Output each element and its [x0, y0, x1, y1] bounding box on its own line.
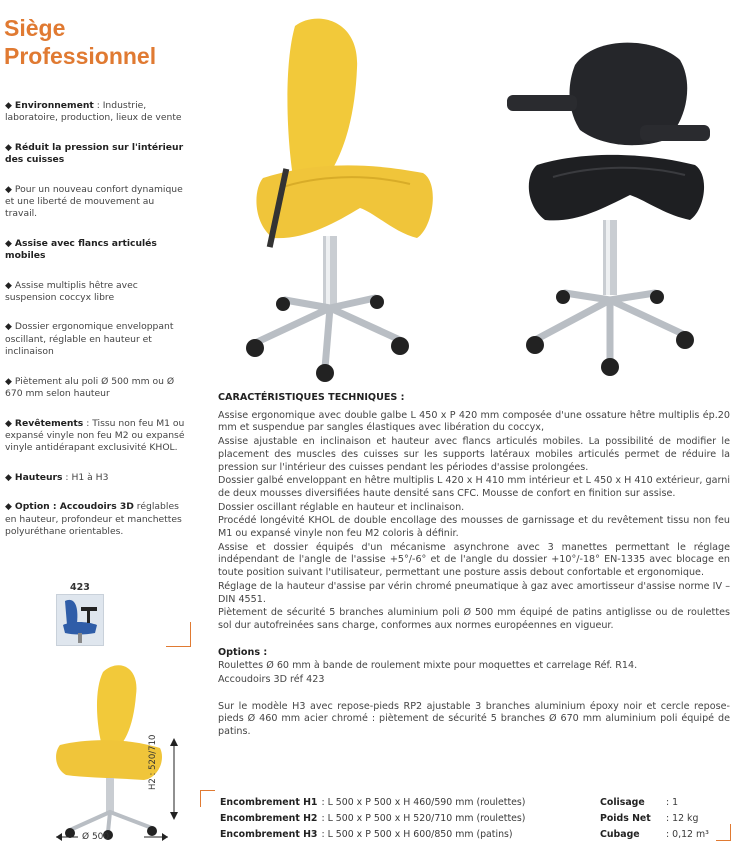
diamond-bullet-icon: ◆: [5, 184, 12, 195]
h3-note: Sur le modèle H3 avec repose-pieds RP2 ajustable 3 branches aluminium époxy noir et cercle repose-pieds Ø 460 mm acier chromé : piètement de sécurité 5 branches Ø 670 mm aluminium poli équipé de patins.: [218, 700, 730, 738]
feature-bold: Option : Accoudoirs 3D: [14, 501, 134, 513]
feature-item: [5, 321, 185, 358]
feature-bold: Réduit la pression sur l'intérieur des cuisses: [5, 141, 184, 166]
table-row: [600, 811, 713, 827]
spec-paragraph: Réglage de la hauteur d'assise par vérin chromé pneumatique à gaz avec amortisseur d'assise norme IV –DIN 4551.: [218, 580, 730, 605]
table-row: [220, 811, 529, 827]
feature-bold: Revêtements: [14, 417, 84, 429]
spec-paragraph: Piètement de sécurité 5 branches aluminium poli Ø 500 mm équipé de patins antiglisse ou de roulettes sol dur autofreinées sans charge, conformes aux normes européennes en vigueur.: [218, 607, 730, 631]
feature-item: [5, 376, 185, 401]
feature-item: [5, 418, 185, 455]
accessory-ref-label: 423: [70, 582, 90, 593]
feature-item: [5, 501, 185, 538]
spec-paragraph: Procédé longévité KHOL de double encollage des mousses de garnissage et du revêtement tissu non feu M1 ou expansé vinyle non feu M2 coloris à définir.: [218, 515, 730, 540]
feature-text: : H1 à H3: [62, 471, 109, 483]
packing-value: : 1: [666, 797, 679, 808]
diamond-bullet-icon: ◆: [5, 418, 12, 429]
spec-paragraph: Dossier oscillant réglable en hauteur et inclinaison.: [218, 501, 465, 513]
specs-title: CARACTÉRISTIQUES TECHNIQUES :: [218, 392, 405, 403]
dimension-label: Encombrement H1: [220, 797, 318, 808]
spec-paragraph: Assise ajustable en inclinaison et hauteur avec flancs articulés mobiles. La possibilité de modifier le placement des muscles des cuisses sur les supports latéraux mobiles articulés permet de réduire la pression sur l'intérieur des cuisses pendant les périodes d'assise prolongées.: [218, 436, 730, 473]
spec-paragraph: Assise ergonomique avec double galbe L 450 x P 420 mm composée d'une ossature hêtre multiplis ép.20 mm et suspendue par sangles élastiques avec libération du coccyx,: [218, 409, 730, 434]
dimension-value: : L 500 x P 500 x H 600/850 mm (patins): [321, 829, 513, 840]
armrest-thumbnail-image: [56, 594, 104, 646]
diamond-bullet-icon: ◆: [5, 376, 12, 387]
table-row: [220, 795, 529, 811]
options-title: Options :: [218, 646, 268, 658]
packing-value: : 12 kg: [666, 813, 699, 824]
dimension-label: Encombrement H3: [220, 829, 318, 840]
feature-text: réglables en hauteur, profondeur et manchettes polyuréthane orientables.: [5, 501, 182, 537]
option-item: Accoudoirs 3D réf 423: [218, 674, 325, 686]
feature-item: [5, 142, 185, 167]
spec-paragraph: Dossier galbé enveloppant en hêtre multiplis L 420 x H 410 mm intérieur et L 450 x H 410 extérieur, garni de deux mousses diversifiées haute densité sans CFC. Mousse de confort en finition sur assise.: [218, 475, 730, 499]
packing-label: Colisage: [600, 797, 645, 808]
diamond-bullet-icon: ◆: [5, 502, 12, 513]
option-item: Roulettes Ø 60 mm à bande de roulement mixte pour moquettes et carrelage Réf. R14.: [218, 660, 638, 672]
packing-value: : 0,12 m³: [666, 829, 709, 840]
height-dimension-label: H2 : 520/710: [148, 734, 158, 790]
diamond-bullet-icon: ◆: [5, 472, 12, 483]
corner-bracket-decoration: [200, 790, 215, 807]
title-line-1: Siège: [4, 15, 66, 41]
width-dimension-label: Ø 500: [82, 832, 110, 842]
diamond-bullet-icon: ◆: [5, 142, 12, 153]
diamond-bullet-icon: ◆: [5, 322, 12, 333]
corner-bracket-decoration: [716, 824, 731, 841]
dimension-value: : L 500 x P 500 x H 520/710 mm (roulettes): [321, 813, 526, 824]
title-line-2: Professionnel: [4, 43, 157, 69]
technical-specs: [218, 392, 730, 740]
packing-label: Poids Net: [600, 813, 651, 824]
dimensions-table: [220, 795, 529, 843]
feature-item: [5, 280, 185, 305]
feature-item: [5, 472, 185, 484]
feature-text: : Tissu non feu M1 ou expansé vinyle non feu M2 ou expansé vinyle antidérapant exclusivité KHOL.: [5, 417, 185, 454]
diamond-bullet-icon: ◆: [5, 280, 12, 291]
packing-table: [600, 795, 713, 843]
table-row: [600, 795, 713, 811]
feature-item: [5, 100, 185, 125]
table-row: [220, 827, 529, 843]
corner-bracket-decoration: [166, 622, 191, 647]
dimension-value: : L 500 x P 500 x H 460/590 mm (roulettes): [321, 797, 526, 808]
packing-label: Cubage: [600, 829, 640, 840]
yellow-chair-image: [225, 8, 435, 386]
diamond-bullet-icon: ◆: [5, 101, 12, 111]
feature-bold: Environnement: [14, 100, 94, 111]
spec-paragraph: Assise et dossier équipés d'un mécanisme asynchrone avec 3 manettes permettant le réglage indépendant de l'angle de l'assise +5°/-6° et de l'angle du dossier +10°/-18° EN-1335 avec blocage en toute position suivant l'utilisateur, permettant une posture assis debout confortable et ergonomique.: [218, 541, 730, 579]
width-arrow-icon: [52, 831, 172, 843]
feature-bold: Hauteurs: [14, 471, 63, 483]
feature-text: Piètement alu poli Ø 500 mm ou Ø 670 mm selon hauteur: [5, 375, 175, 400]
feature-item: [5, 238, 185, 263]
dimension-label: Encombrement H2: [220, 813, 318, 824]
dimension-chair-image: [48, 660, 183, 840]
black-chair-image: [505, 15, 725, 380]
feature-bold: Assise avec flancs articulés mobiles: [5, 237, 157, 262]
feature-text: Assise multiplis hêtre avec suspension coccyx libre: [5, 279, 138, 304]
feature-list: [5, 100, 185, 555]
page-title: [4, 14, 156, 70]
feature-item: [5, 184, 185, 221]
table-row: [600, 827, 713, 843]
feature-text: Dossier ergonomique enveloppant oscillant, réglable en hauteur et inclinaison: [5, 321, 174, 358]
feature-text: Pour un nouveau confort dynamique et une liberté de mouvement au travail.: [5, 183, 183, 220]
diamond-bullet-icon: ◆: [5, 238, 12, 249]
feature-text: : Industrie, laboratoire, production, lieux de vente: [5, 100, 182, 124]
